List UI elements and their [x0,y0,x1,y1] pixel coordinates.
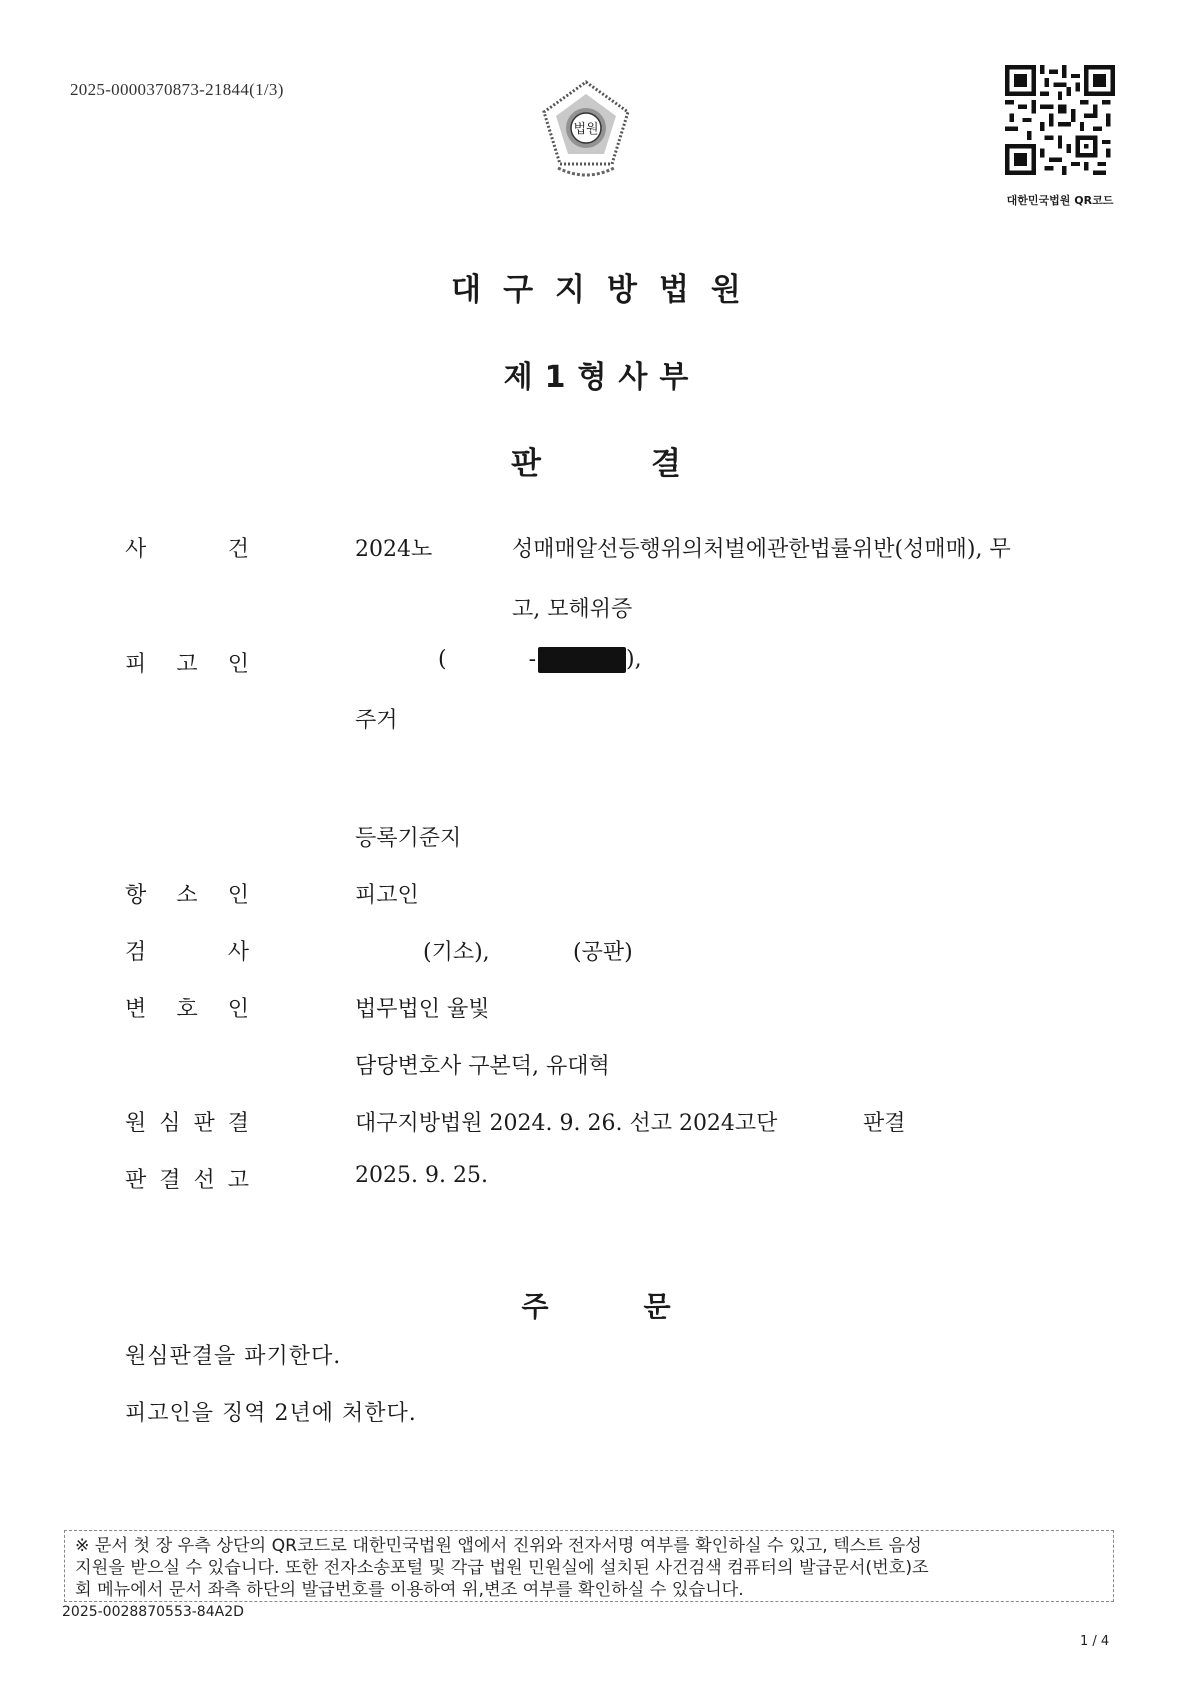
seal-text: 법원 [573,122,599,137]
page-number: 1 / 4 [1080,1634,1110,1649]
prosecutor-trial: (공판) [573,940,633,965]
document-type-left: 판 [511,446,541,482]
appellant-label: 항 소 인 [125,883,249,908]
notice-line-2: 지원을 받으실 수 있습니다. 또한 전자소송포털 및 각급 법원 민원실에 설치된 사건검색 컴퓨터의 발급문서(번호)조 [75,1558,929,1578]
pronouncement-date: 2025. 9. 25. [355,1163,488,1188]
document-code: 2025-0028870553-84A2D [62,1604,244,1620]
document-type-right: 결 [651,446,681,482]
document-type [0,438,1192,483]
case-name-line1: 성매매알선등행위의처벌에관한법률위반(성매매), 무 [512,537,1011,562]
case-label: 사 건 [125,537,249,562]
counsel-firm: 법무법인 율빛 [355,997,490,1022]
prosecutor-indictment: (기소), [423,940,490,965]
verification-notice [64,1530,1114,1602]
qr-caption: 대한민국법원 QR코드 [1006,194,1114,207]
notice-line-1: ※ 문서 첫 장 우측 상단의 QR코드로 대한민국법원 앱에서 진위와 전자서명 여부를 확인하실 수 있고, 텍스트 음성 [75,1536,922,1556]
division-name: 제1형사부 [503,360,701,395]
notice-line-3: 회 메뉴에서 문서 좌측 하단의 발급번호를 이용하여 위,변조 여부를 확인하실 수 있습니다. [75,1580,744,1600]
registry-label: 등록기준지 [355,826,462,851]
prosecutor-label: 검 사 [125,940,249,965]
qr-code-icon[interactable] [1005,65,1115,175]
appellant-value: 피고인 [355,883,419,908]
order-line-2: 피고인을 징역 2년에 처한다. [125,1401,417,1426]
defendant-id: ( - ), [438,647,642,672]
pronouncement-label: 판 결 선 고 [125,1168,249,1193]
counsel-label: 변 호 인 [125,997,249,1022]
original-judgment-label: 원 심 판 결 [125,1111,249,1136]
counsel-attorneys: 담당변호사 구본덕, 유대혁 [355,1054,610,1079]
original-judgment-value: 대구지방법원 2024. 9. 26. 선고 2024고단 [355,1111,778,1136]
order-line-1: 원심판결을 파기한다. [125,1344,342,1369]
case-number: 2024노 [355,537,433,562]
order-title: 주 문 [521,1290,671,1323]
defendant-label: 피 고 인 [125,652,249,677]
case-name-line2: 고, 모해위증 [512,597,633,622]
original-judgment-suffix: 판결 [863,1111,906,1136]
issue-number: 2025-0000370873-21844(1/3) [70,80,284,99]
redaction-box [538,647,626,673]
residence-label: 주거 [355,708,398,733]
court-name: 대구지방법원 [451,272,763,308]
court-seal-icon [538,78,634,182]
